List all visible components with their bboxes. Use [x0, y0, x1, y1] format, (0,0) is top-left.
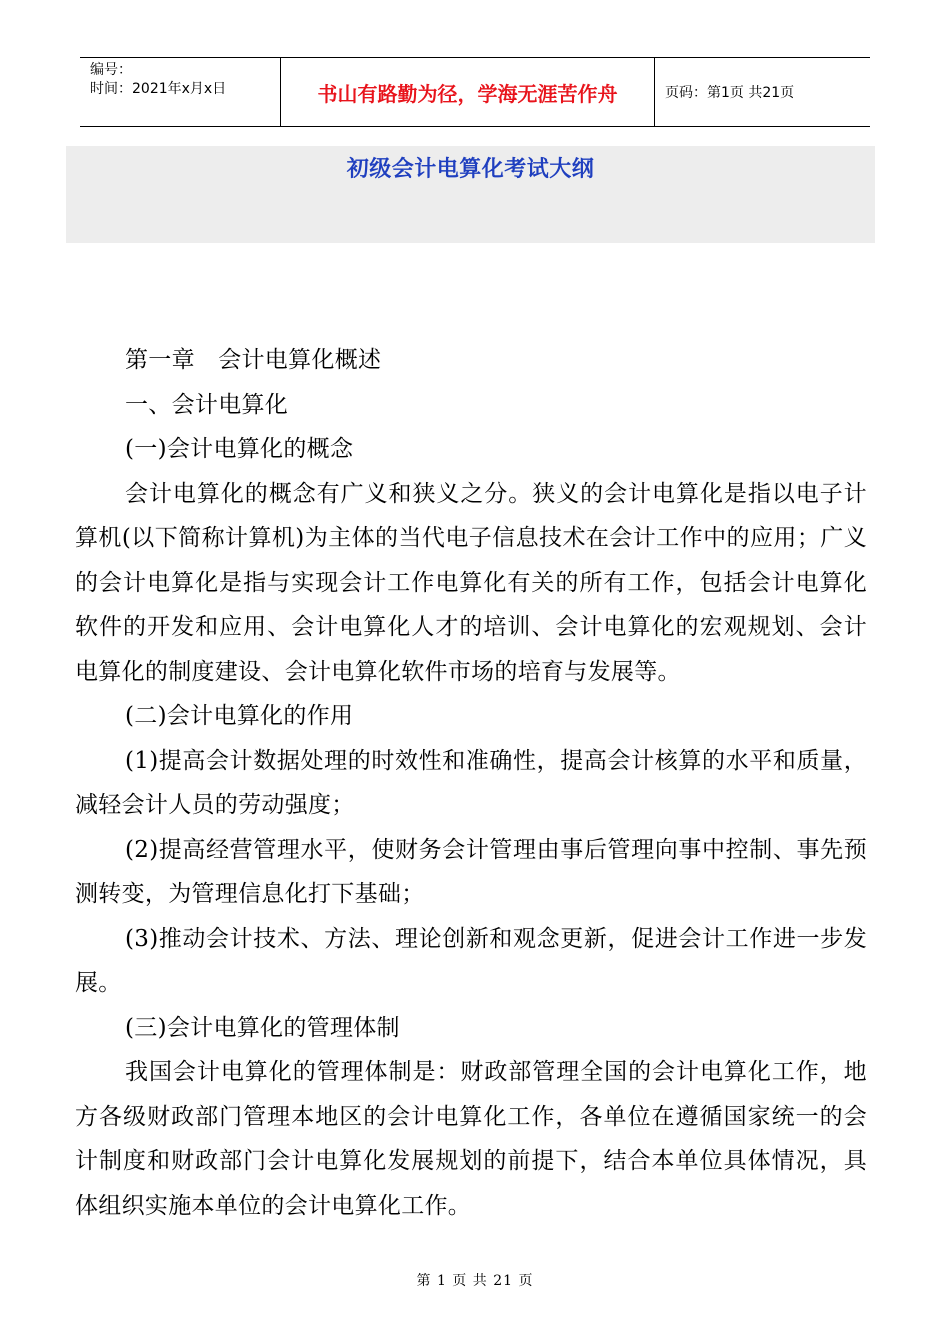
body-paragraph: (2)提高经营管理水平，使财务会计管理由事后管理向事中控制、事先预测转变，为管理信息化打下基础；	[75, 836, 867, 907]
section-heading: 一、会计电算化	[125, 391, 289, 418]
title-band	[66, 146, 875, 243]
serial-number-label: 编号：	[90, 62, 132, 78]
time-label: 时间：2021年x月x日	[90, 81, 227, 97]
header-page-info: 页码：第1页 共21页	[665, 85, 795, 101]
subsection-heading: (三)会计电算化的管理体制	[125, 1014, 400, 1041]
body-paragraph: (3)推动会计技术、方法、理论创新和观念更新，促进会计工作进一步发展。	[75, 925, 867, 996]
subsection-heading: (二)会计电算化的作用	[125, 703, 354, 729]
subsection-heading: (一)会计电算化的概念	[125, 436, 354, 462]
body-paragraph: (1)提高会计数据处理的时效性和准确性，提高会计核算的水平和质量，减轻会计人员的劳动强度；	[75, 747, 867, 818]
body-paragraph: 会计电算化的概念有广义和狭义之分。狭义的会计电算化是指以电子计算机(以下简称计算机)为主体的当代电子信息技术在会计工作中的应用；广义的会计电算化是指与实现会计工作电算化有关的所有工作，包括会计电算化软件的开发和应用、会计电算化人才的培训、会计电算化的宏观规划、会计电算化的制度建设、会计电算化软件市场的培育与发展等。	[75, 480, 867, 685]
header-table	[80, 57, 870, 127]
chapter-heading: 第一章 会计电算化概述	[125, 347, 382, 373]
body-paragraph: 我国会计电算化的管理体制是：财政部管理全国的会计电算化工作，地方各级财政部门管理本地区的会计电算化工作，各单位在遵循国家统一的会计制度和财政部门会计电算化发展规划的前提下，结合本单位具体情况，具体组织实施本单位的会计电算化工作。	[75, 1059, 867, 1219]
document-title: 初级会计电算化考试大纲	[346, 157, 595, 182]
page-footer: 第 1 页 共 21 页	[416, 1273, 534, 1289]
header-motto: 书山有路勤为径，学海无涯苦作舟	[281, 58, 655, 126]
header-left-cell	[80, 58, 281, 126]
document-body	[75, 338, 867, 1228]
